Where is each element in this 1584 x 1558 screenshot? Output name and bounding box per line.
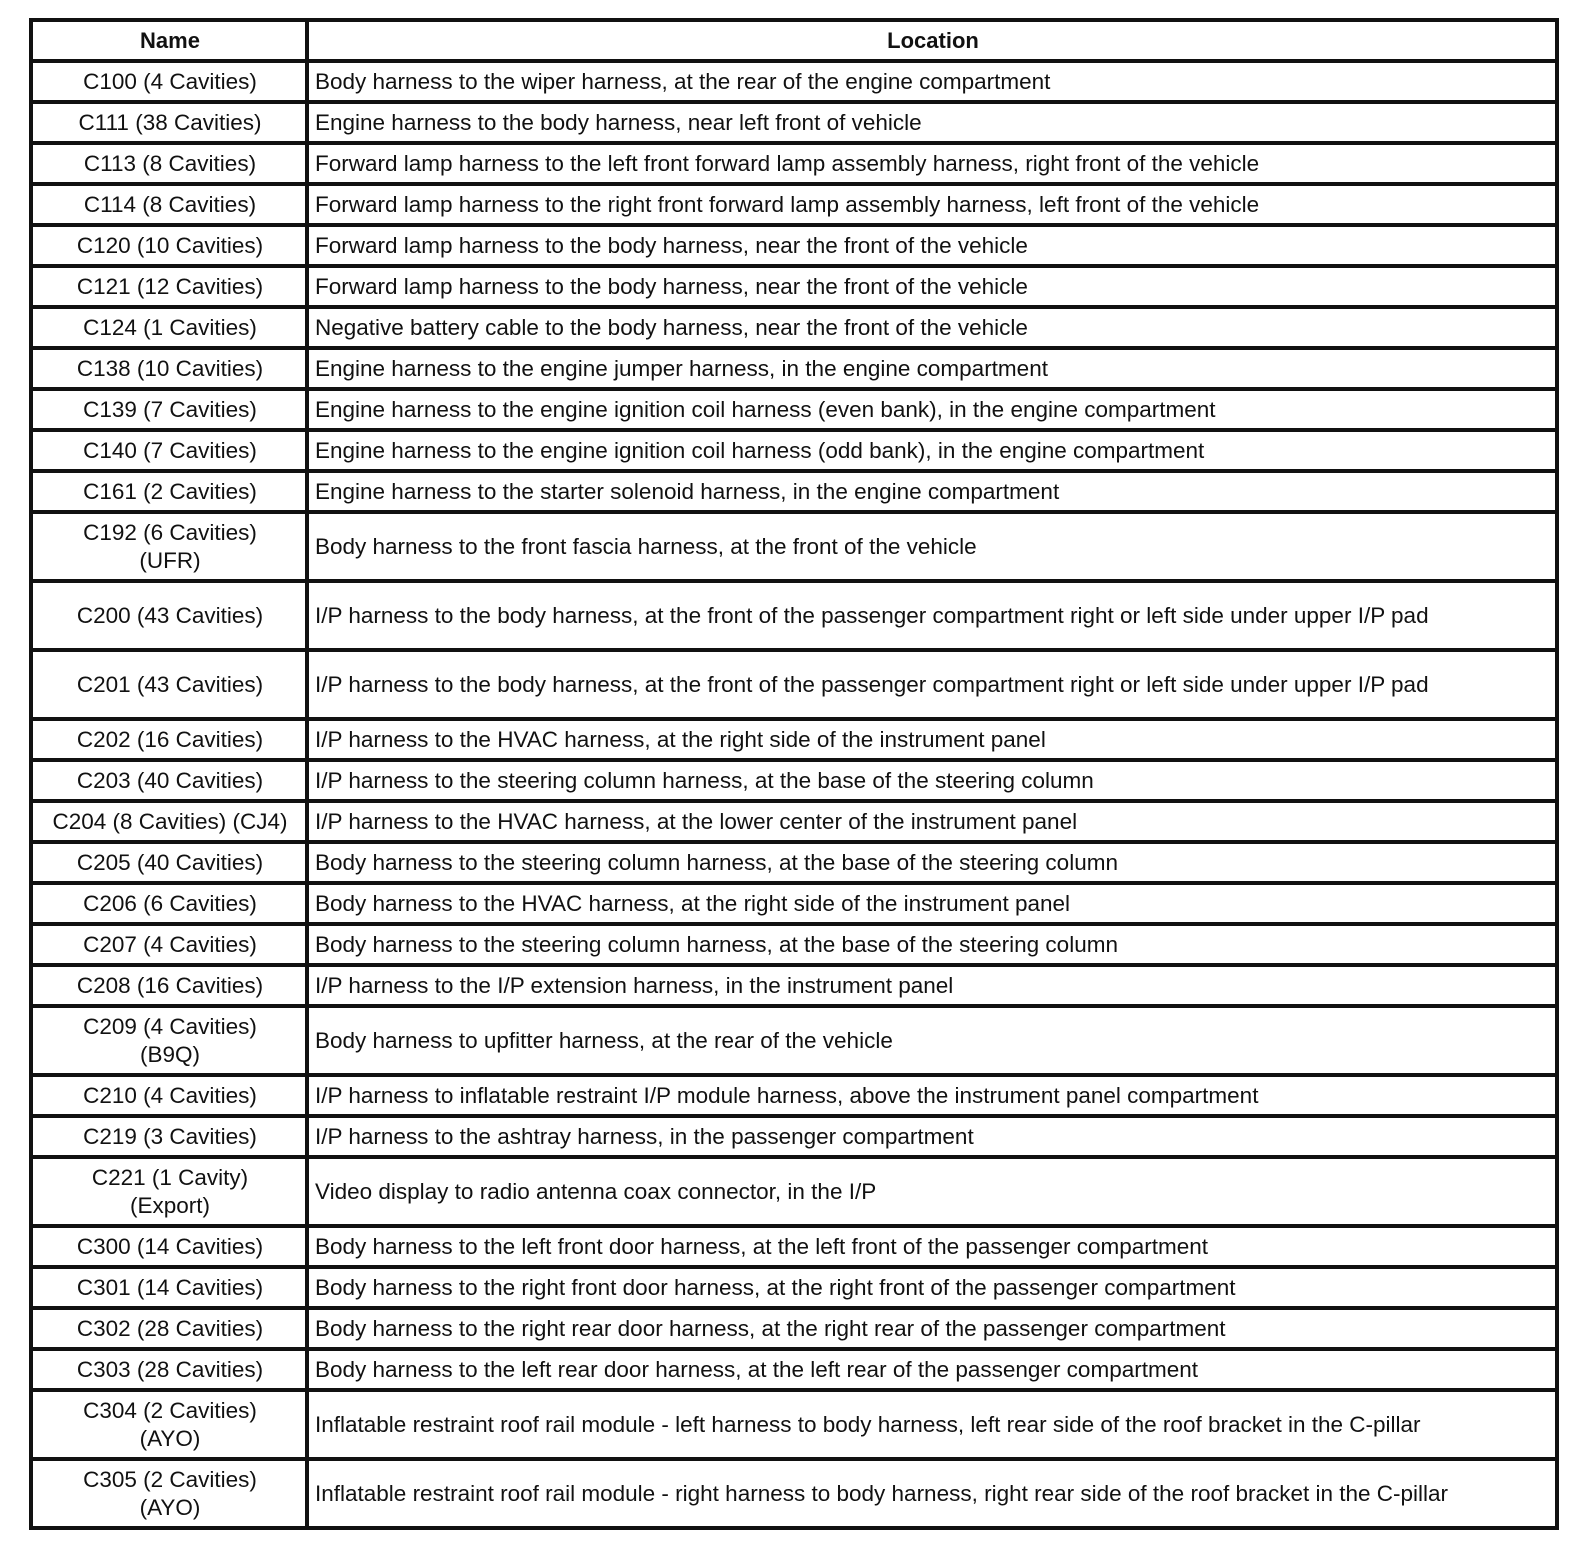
table-row bbox=[31, 1226, 1557, 1267]
table-row bbox=[31, 61, 1557, 102]
connector-location-cell: Forward lamp harness to the body harness, near the front of the vehicle bbox=[307, 266, 1557, 307]
connector-name-cell bbox=[31, 650, 307, 719]
connector-location-cell: I/P harness to the steering column harness, at the base of the steering column bbox=[307, 760, 1557, 801]
connector-name-cell bbox=[31, 1308, 307, 1349]
connector-name-cell bbox=[31, 61, 307, 102]
connector-location-cell: Body harness to the steering column harness, at the base of the steering column bbox=[307, 842, 1557, 883]
connector-name: C207 (4 Cavities) bbox=[83, 931, 257, 957]
table-row bbox=[31, 471, 1557, 512]
table-row bbox=[31, 1308, 1557, 1349]
connector-name-cell bbox=[31, 307, 307, 348]
connector-name-cell bbox=[31, 348, 307, 389]
connector-option-code: (AYO) bbox=[139, 1425, 201, 1451]
connector-name-cell bbox=[31, 184, 307, 225]
connector-name-cell bbox=[31, 924, 307, 965]
table-row bbox=[31, 512, 1557, 581]
connector-name-cell bbox=[31, 1157, 307, 1226]
connector-name: C139 (7 Cavities) bbox=[83, 396, 257, 422]
connector-location-cell: I/P harness to the HVAC harness, at the right side of the instrument panel bbox=[307, 719, 1557, 760]
connector-name: C138 (10 Cavities) bbox=[76, 355, 264, 381]
connector-name-cell bbox=[31, 842, 307, 883]
connector-name-cell bbox=[31, 1116, 307, 1157]
connector-name-cell bbox=[31, 225, 307, 266]
connector-location-cell: Video display to radio antenna coax connector, in the I/P bbox=[307, 1157, 1557, 1226]
connector-name: C301 (14 Cavities) bbox=[76, 1274, 264, 1300]
table-body bbox=[31, 61, 1557, 1528]
connector-location-cell: Inflatable restraint roof rail module - right harness to body harness, right rear side of the roof bracket in the C-pillar bbox=[307, 1459, 1557, 1528]
connector-name-cell bbox=[31, 801, 307, 842]
connector-name-cell bbox=[31, 512, 307, 581]
table-row bbox=[31, 430, 1557, 471]
table-row bbox=[31, 1459, 1557, 1528]
table-row bbox=[31, 883, 1557, 924]
connector-name-cell bbox=[31, 883, 307, 924]
connector-name: C113 (8 Cavities) bbox=[83, 150, 257, 176]
table-row bbox=[31, 1075, 1557, 1116]
table-row bbox=[31, 389, 1557, 430]
table-row bbox=[31, 1267, 1557, 1308]
connector-location-cell: Body harness to the steering column harness, at the base of the steering column bbox=[307, 924, 1557, 965]
table-row bbox=[31, 1116, 1557, 1157]
connector-name: C303 (28 Cavities) bbox=[76, 1356, 264, 1382]
connector-option-code: (AYO) bbox=[139, 1494, 201, 1520]
table-row bbox=[31, 184, 1557, 225]
connector-option-code: (Export) bbox=[129, 1192, 210, 1218]
connector-name: C201 (43 Cavities) bbox=[76, 671, 264, 697]
connector-location-cell: Forward lamp harness to the left front forward lamp assembly harness, right front of the vehicle bbox=[307, 143, 1557, 184]
connector-name-cell bbox=[31, 760, 307, 801]
connector-name-cell bbox=[31, 965, 307, 1006]
table-row bbox=[31, 801, 1557, 842]
connector-name-cell bbox=[31, 266, 307, 307]
connector-name: C111 (38 Cavities) bbox=[78, 109, 262, 135]
connector-name-cell bbox=[31, 389, 307, 430]
connector-name: C205 (40 Cavities) bbox=[76, 849, 264, 875]
connector-location-cell: Body harness to the right rear door harness, at the right rear of the passenger compartment bbox=[307, 1308, 1557, 1349]
connector-location-cell: Engine harness to the engine jumper harness, in the engine compartment bbox=[307, 348, 1557, 389]
table-row bbox=[31, 307, 1557, 348]
connector-location-cell: Body harness to upfitter harness, at the rear of the vehicle bbox=[307, 1006, 1557, 1075]
connector-option-code: (B9Q) bbox=[139, 1041, 200, 1067]
table-row bbox=[31, 1006, 1557, 1075]
connector-name-cell bbox=[31, 1349, 307, 1390]
connector-name-cell bbox=[31, 102, 307, 143]
connector-location-cell: Engine harness to the engine ignition coil harness (even bank), in the engine compartment bbox=[307, 389, 1557, 430]
table-row bbox=[31, 760, 1557, 801]
connector-location-cell: Body harness to the left front door harness, at the left front of the passenger compartment bbox=[307, 1226, 1557, 1267]
column-header-location: Location bbox=[307, 20, 1557, 61]
connector-location-cell: Forward lamp harness to the body harness, near the front of the vehicle bbox=[307, 225, 1557, 266]
connector-name: C302 (28 Cavities) bbox=[76, 1315, 264, 1341]
connector-location-cell: Inflatable restraint roof rail module - left harness to body harness, left rear side of the roof bracket in the C-pillar bbox=[307, 1390, 1557, 1459]
connector-name-cell bbox=[31, 471, 307, 512]
connector-name-cell bbox=[31, 581, 307, 650]
connector-name: C114 (8 Cavities) bbox=[83, 191, 257, 217]
connector-name-cell bbox=[31, 1075, 307, 1116]
connector-name: C161 (2 Cavities) bbox=[83, 478, 257, 504]
connector-name: C121 (12 Cavities) bbox=[76, 273, 264, 299]
connector-name: C300 (14 Cavities) bbox=[76, 1233, 264, 1259]
connector-table-sheet bbox=[29, 18, 1559, 1530]
connector-name-cell bbox=[31, 143, 307, 184]
connector-option-code: (UFR) bbox=[139, 547, 201, 573]
connector-name-cell bbox=[31, 1390, 307, 1459]
table-row bbox=[31, 348, 1557, 389]
connector-location-cell: I/P harness to the I/P extension harness, in the instrument panel bbox=[307, 965, 1557, 1006]
connector-name: C203 (40 Cavities) bbox=[76, 767, 264, 793]
connector-name: C124 (1 Cavities) bbox=[83, 314, 257, 340]
connector-name-cell bbox=[31, 1006, 307, 1075]
connector-location-cell: I/P harness to the ashtray harness, in the passenger compartment bbox=[307, 1116, 1557, 1157]
connector-name: C221 (1 Cavity) bbox=[91, 1164, 249, 1190]
connector-name: C120 (10 Cavities) bbox=[76, 232, 264, 258]
table-row bbox=[31, 1157, 1557, 1226]
connector-name: C209 (4 Cavities) bbox=[83, 1013, 257, 1039]
connector-name: C304 (2 Cavities) bbox=[83, 1397, 257, 1423]
connector-location-cell: Negative battery cable to the body harness, near the front of the vehicle bbox=[307, 307, 1557, 348]
table-row bbox=[31, 650, 1557, 719]
connector-name: C200 (43 Cavities) bbox=[76, 602, 264, 628]
table-row bbox=[31, 924, 1557, 965]
table-row bbox=[31, 102, 1557, 143]
connector-location-cell: I/P harness to the body harness, at the front of the passenger compartment right or left side under upper I/P pad bbox=[307, 650, 1557, 719]
connector-location-cell: Body harness to the right front door harness, at the right front of the passenger compartment bbox=[307, 1267, 1557, 1308]
table-row bbox=[31, 842, 1557, 883]
connector-location-cell: Body harness to the left rear door harness, at the left rear of the passenger compartment bbox=[307, 1349, 1557, 1390]
connector-name-cell bbox=[31, 1459, 307, 1528]
connector-location-cell: Engine harness to the engine ignition coil harness (odd bank), in the engine compartment bbox=[307, 430, 1557, 471]
table-row bbox=[31, 266, 1557, 307]
table-row bbox=[31, 581, 1557, 650]
connector-name: C204 (8 Cavities) (CJ4) bbox=[52, 808, 288, 834]
connector-name: C100 (4 Cavities) bbox=[83, 68, 257, 94]
connector-name: C208 (16 Cavities) bbox=[76, 972, 264, 998]
connector-name-cell bbox=[31, 430, 307, 471]
connector-name: C305 (2 Cavities) bbox=[83, 1466, 257, 1492]
table-header-row bbox=[31, 20, 1557, 61]
connector-name-cell bbox=[31, 719, 307, 760]
table-row bbox=[31, 1390, 1557, 1459]
connector-location-cell: I/P harness to inflatable restraint I/P module harness, above the instrument panel compartment bbox=[307, 1075, 1557, 1116]
table-row bbox=[31, 719, 1557, 760]
connector-location-cell: Body harness to the front fascia harness, at the front of the vehicle bbox=[307, 512, 1557, 581]
connector-name: C219 (3 Cavities) bbox=[83, 1123, 257, 1149]
connector-location-cell: I/P harness to the body harness, at the front of the passenger compartment right or left side under upper I/P pad bbox=[307, 581, 1557, 650]
connector-name: C210 (4 Cavities) bbox=[83, 1082, 257, 1108]
connector-location-cell: Body harness to the wiper harness, at the rear of the engine compartment bbox=[307, 61, 1557, 102]
connector-name-cell bbox=[31, 1267, 307, 1308]
connector-name: C140 (7 Cavities) bbox=[83, 437, 257, 463]
connector-name: C206 (6 Cavities) bbox=[83, 890, 257, 916]
connector-name: C192 (6 Cavities) bbox=[83, 519, 257, 545]
connector-location-cell: Engine harness to the starter solenoid harness, in the engine compartment bbox=[307, 471, 1557, 512]
connector-location-table bbox=[29, 18, 1559, 1530]
connector-location-cell: Forward lamp harness to the right front forward lamp assembly harness, left front of the vehicle bbox=[307, 184, 1557, 225]
connector-location-cell: I/P harness to the HVAC harness, at the lower center of the instrument panel bbox=[307, 801, 1557, 842]
connector-location-cell: Body harness to the HVAC harness, at the right side of the instrument panel bbox=[307, 883, 1557, 924]
table-row bbox=[31, 1349, 1557, 1390]
table-row bbox=[31, 225, 1557, 266]
connector-location-cell: Engine harness to the body harness, near left front of vehicle bbox=[307, 102, 1557, 143]
table-row bbox=[31, 965, 1557, 1006]
connector-name: C202 (16 Cavities) bbox=[76, 726, 264, 752]
table-row bbox=[31, 143, 1557, 184]
connector-name-cell bbox=[31, 1226, 307, 1267]
column-header-name: Name bbox=[31, 20, 307, 61]
